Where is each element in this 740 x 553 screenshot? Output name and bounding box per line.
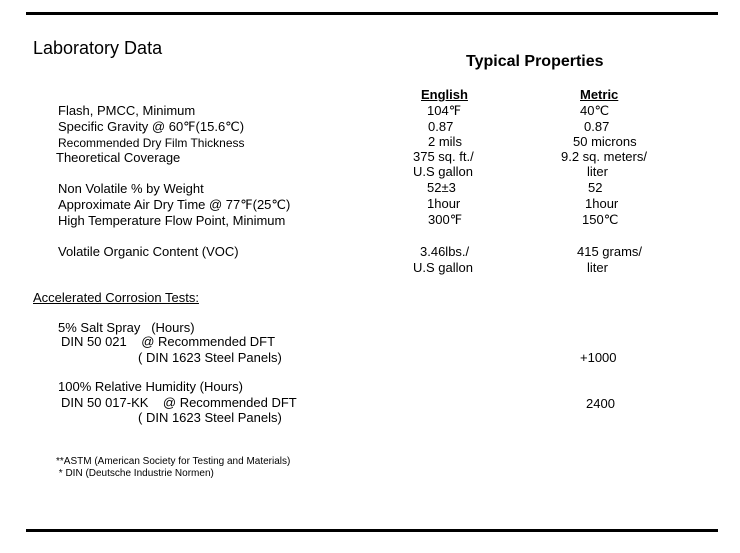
metric-value: 9.2 sq. meters/ [561, 149, 647, 164]
footnote: * DIN (Deutsche Industrie Normen) [56, 468, 214, 479]
metric-value: 150℃ [582, 212, 619, 227]
page-title: Laboratory Data [33, 38, 163, 58]
english-value: 2 mils [428, 134, 462, 149]
footnote: **ASTM (American Society for Testing and Materials) [56, 456, 291, 467]
english-value: 0.87 [428, 119, 454, 134]
property-label: Theoretical Coverage [56, 150, 181, 165]
metric-column-header: Metric [580, 87, 619, 102]
english-value: 104℉ [427, 103, 462, 118]
english-value: U.S gallon [413, 164, 473, 179]
english-value: 375 sq. ft./ [413, 149, 474, 164]
english-value: U.S gallon [413, 260, 473, 275]
test-line: 100% Relative Humidity (Hours) [58, 379, 243, 394]
metric-value: 40℃ [580, 103, 610, 118]
english-value: 3.46lbs./ [420, 244, 470, 259]
property-label: Specific Gravity @ 60℉(15.6℃) [58, 119, 245, 134]
top-rule [26, 12, 718, 15]
property-label: Recommended Dry Film Thickness [58, 136, 245, 150]
english-column-header: English [421, 87, 468, 102]
metric-value: liter [587, 164, 608, 179]
metric-value: 415 grams/ [577, 244, 643, 259]
metric-value: 50 microns [573, 134, 637, 149]
test-line: ( DIN 1623 Steel Panels) [138, 350, 282, 365]
metric-value: 1hour [585, 196, 619, 211]
property-label: Approximate Air Dry Time @ 77℉(25℃) [58, 197, 291, 212]
property-label: Flash, PMCC, Minimum [58, 103, 196, 118]
property-label: Volatile Organic Content (VOC) [58, 244, 239, 259]
property-label: Non Volatile % by Weight [58, 181, 204, 196]
test-line: DIN 50 017-KK @ Recommended DFT [61, 395, 297, 410]
english-value: 300℉ [428, 212, 463, 227]
metric-value: 0.87 [584, 119, 610, 134]
corrosion-tests-heading: Accelerated Corrosion Tests: [33, 290, 199, 305]
test-line: 5% Salt Spray (Hours) [58, 320, 195, 335]
test-line: ( DIN 1623 Steel Panels) [138, 410, 282, 425]
english-value: 1hour [427, 196, 461, 211]
property-label: High Temperature Flow Point, Minimum [58, 213, 286, 228]
typical-properties-heading: Typical Properties [466, 53, 604, 70]
test-value: +1000 [580, 350, 617, 365]
test-line: DIN 50 021 @ Recommended DFT [61, 334, 276, 349]
metric-value: liter [587, 260, 608, 275]
metric-value: 52 [588, 180, 603, 195]
test-value: 2400 [586, 396, 615, 411]
english-value: 52±3 [427, 180, 456, 195]
bottom-rule [26, 529, 718, 532]
